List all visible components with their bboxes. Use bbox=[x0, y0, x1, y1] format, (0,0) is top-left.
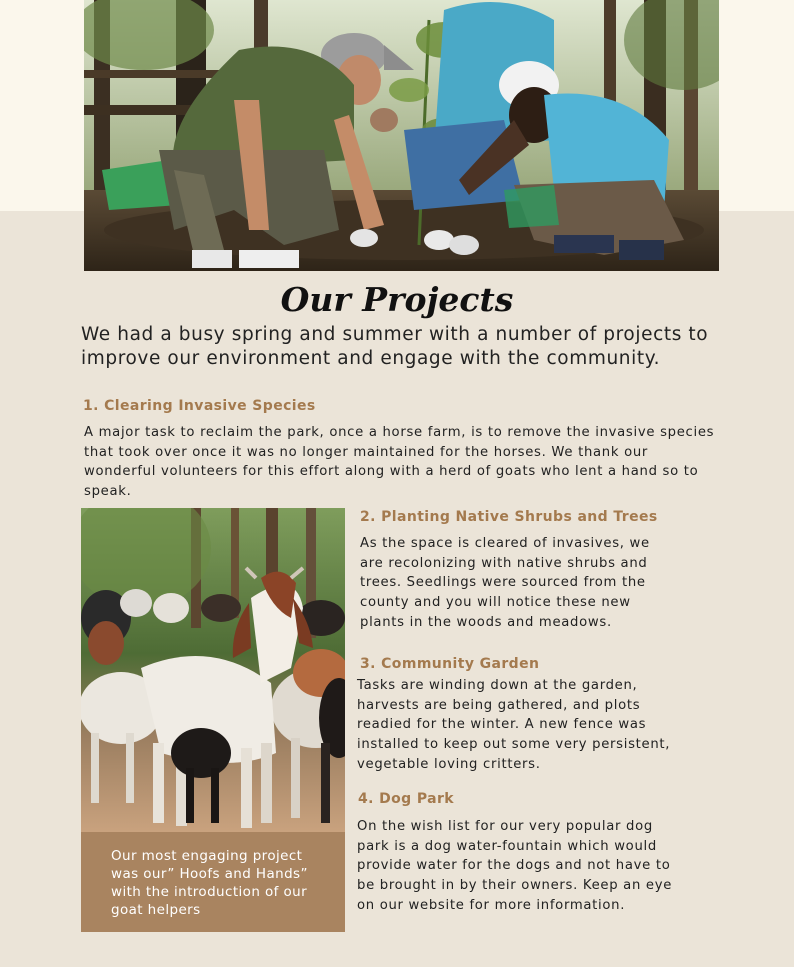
project-3-heading: 3. Community Garden bbox=[360, 656, 540, 672]
project-2-heading: 2. Planting Native Shrubs and Trees bbox=[360, 509, 658, 525]
project-2-text: As the space is cleared of invasives, we are recolonizing with native shrubs and trees. Seedlings were sourced from the county and you will notice these new plants in the woods and meadows. bbox=[360, 536, 650, 630]
project-4-text: On the wish list for our very popular dog park is a dog water-fountain which would provide water for the dogs and not have to be brought in by their owners. Keep an eye on our website for more information. bbox=[357, 819, 673, 913]
project-3-text: Tasks are winding down at the garden, harvests are being gathered, and plots readied for the winter. A new fence was installed to keep out some very persistent, vegetable loving critters. bbox=[357, 678, 671, 772]
photo-caption: Our most engaging project was our” Hoofs and Hands” with the introduction of our goat helpers bbox=[111, 848, 308, 918]
goats-photo bbox=[81, 508, 345, 832]
project-4-heading: 4. Dog Park bbox=[358, 791, 455, 807]
volunteers-planting-photo bbox=[84, 0, 719, 271]
project-1-heading: 1. Clearing Invasive Species bbox=[83, 398, 316, 414]
project-1-text: A major task to reclaim the park, once a horse farm, is to remove the invasive species that took over once it was no longer maintained for the horses. We thank our wonderful volunteers for this effort along with a herd of goats who lent a hand so to speak. bbox=[84, 425, 715, 500]
intro-paragraph: We had a busy spring and summer with a number of projects to improve our environment and engage with the community. bbox=[81, 324, 709, 369]
caption-box bbox=[81, 832, 345, 932]
page-title: Our Projects bbox=[280, 280, 514, 319]
